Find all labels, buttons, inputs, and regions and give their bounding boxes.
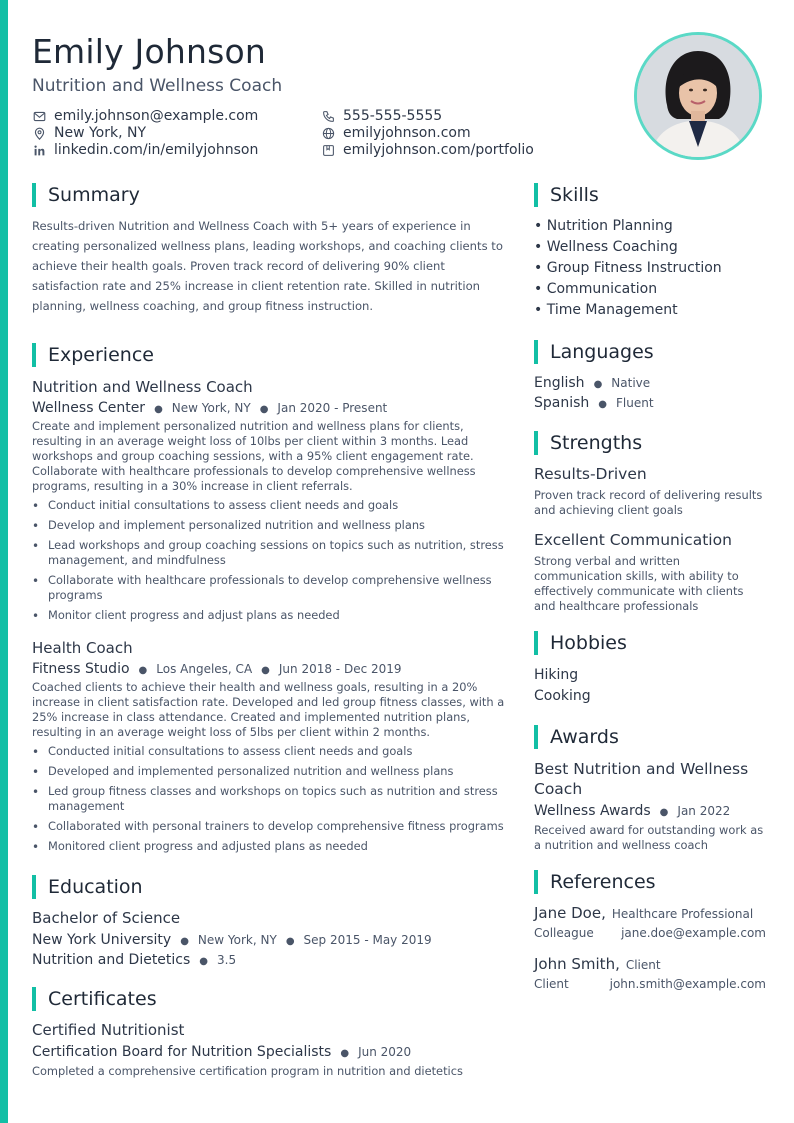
contact-email-text: emily.johnson@example.com	[54, 108, 259, 124]
skill-name: Wellness Coaching	[546, 239, 678, 255]
experience-heading-text: Experience	[48, 344, 154, 366]
job-bullets	[32, 498, 510, 623]
reference-contact-row	[534, 926, 766, 940]
education-field: Nutrition and Dietetics	[32, 952, 191, 968]
language-name: Spanish	[534, 395, 590, 411]
contact-location	[32, 125, 146, 141]
job-title: Health Coach	[32, 639, 133, 657]
list-item: • Conduct initial consultations to assess client needs and goals	[32, 498, 510, 513]
education-meta	[32, 932, 510, 948]
reference-role: Client	[625, 958, 661, 972]
section-accent	[534, 631, 538, 655]
section-accent	[32, 343, 36, 367]
job-dates: Jun 2018 - Dec 2019	[278, 662, 402, 676]
skill-name: Time Management	[546, 302, 678, 318]
section-accent	[534, 870, 538, 894]
reference-name: John Smith,	[534, 955, 620, 973]
mail-icon	[32, 109, 46, 123]
certificates-heading-text: Certificates	[48, 988, 157, 1010]
contact-phone-text: 555-555-5555	[343, 108, 443, 124]
summary-heading-text: Summary	[48, 184, 140, 206]
list-item: • Group Fitness Instruction	[534, 260, 722, 276]
section-accent	[32, 875, 36, 899]
job-location: Los Angeles, CA	[156, 662, 253, 676]
job-entry	[32, 639, 510, 854]
separator-dot: ●	[180, 936, 189, 947]
separator-dot: ●	[593, 379, 603, 390]
separator-dot: ●	[285, 936, 295, 947]
skill-name: Communication	[546, 281, 658, 297]
job-company: Fitness Studio	[32, 661, 130, 677]
reference-contact-row	[534, 977, 766, 991]
main-column	[32, 182, 510, 1079]
language-row	[534, 395, 766, 411]
list-item: • Developed and implemented personalized nutrition and wellness plans	[32, 764, 510, 779]
education-school: New York University	[32, 932, 172, 948]
strength-title: Excellent Communication	[534, 531, 732, 549]
separator-dot: ●	[598, 399, 608, 410]
contact-location-text: New York, NY	[54, 125, 147, 141]
award-meta	[534, 803, 766, 819]
contact-website[interactable]	[321, 125, 471, 141]
certificate-date: Jun 2020	[358, 1045, 412, 1059]
job-title: Nutrition and Wellness Coach	[32, 378, 253, 396]
certificate-issuer: Certification Board for Nutrition Specialists	[32, 1044, 332, 1060]
section-accent	[32, 987, 36, 1011]
skills-list	[534, 216, 766, 321]
candidate-title: Nutrition and Wellness Coach	[32, 76, 283, 96]
list-item: • Develop and implement personalized nutrition and wellness plans	[32, 518, 510, 533]
separator-dot: ●	[261, 665, 270, 676]
job-dates: Jan 2020 - Present	[277, 401, 388, 415]
reference-email[interactable]: john.smith@example.com	[609, 977, 766, 991]
references-heading-text: References	[550, 871, 656, 893]
list-item: • Collaborate with healthcare professionals to develop comprehensive wellness programs	[32, 573, 510, 603]
section-accent	[534, 340, 538, 364]
section-accent	[534, 431, 538, 455]
education-heading	[32, 874, 510, 900]
job-meta	[32, 400, 510, 416]
candidate-name: Emily Johnson	[32, 32, 267, 71]
certificate-description: Completed a comprehensive certification program in nutrition and dietetics	[32, 1064, 463, 1078]
strength-text: Proven track record of delivering results and achieving client goals	[534, 488, 763, 517]
list-item: • Monitor client progress and adjust plans as needed	[32, 608, 510, 623]
profile-photo	[634, 32, 762, 160]
section-accent	[534, 183, 538, 207]
reference-name-row	[534, 955, 766, 973]
separator-dot: ●	[340, 1048, 350, 1059]
skill-name: Group Fitness Instruction	[546, 260, 722, 276]
list-item: • Conducted initial consultations to assess client needs and goals	[32, 744, 510, 759]
strength-title: Results-Driven	[534, 465, 647, 483]
list-item: • Collaborated with personal trainers to develop comprehensive fitness programs	[32, 819, 510, 834]
list-item: • Nutrition Planning	[534, 218, 673, 234]
portfolio-icon	[321, 143, 335, 157]
hobby-item: Hiking	[534, 667, 579, 683]
language-level: Native	[611, 376, 651, 390]
strengths-heading	[534, 430, 766, 456]
language-name: English	[534, 375, 585, 391]
certificates-heading	[32, 986, 510, 1012]
contact-phone[interactable]	[321, 108, 442, 124]
experience-heading	[32, 342, 510, 368]
reference-entry	[534, 904, 766, 940]
hobbies-heading	[534, 630, 766, 656]
reference-entry	[534, 955, 766, 991]
job-location: New York, NY	[171, 401, 251, 415]
location-icon	[32, 126, 46, 140]
section-accent	[534, 725, 538, 749]
reference-email[interactable]: jane.doe@example.com	[621, 926, 766, 940]
globe-icon	[321, 126, 335, 140]
summary-text: Results-driven Nutrition and Wellness Coach with 5+ years of experience in creating personalized wellness plans, leading workshops, and coaching clients to achieve their health goals. Proven track record of delivering 90% client satisfaction rate and 25% increase in client retention rate. Skilled in nutrition planning, wellness coaching, and group fitness instruction.	[32, 219, 503, 313]
list-item: • Communication	[534, 281, 658, 297]
education-field-row	[32, 952, 510, 968]
skills-heading	[534, 182, 766, 208]
strength-text: Strong verbal and written communication skills, with ability to effectively communicate with clients and healthcare professionals	[534, 554, 744, 613]
certificate-meta	[32, 1044, 510, 1060]
contact-portfolio-text: emilyjohnson.com/portfolio	[343, 142, 534, 158]
list-item: • Monitored client progress and adjusted plans as needed	[32, 839, 510, 854]
language-level: Fluent	[616, 396, 654, 410]
certificate-name: Certified Nutritionist	[32, 1021, 185, 1039]
award-title: Best Nutrition and Wellness Coach	[534, 760, 749, 798]
reference-name: Jane Doe,	[534, 904, 606, 922]
education-heading-text: Education	[48, 876, 143, 898]
phone-icon	[321, 109, 335, 123]
summary-heading	[32, 182, 510, 208]
accent-bar	[0, 0, 8, 1123]
award-issuer: Wellness Awards	[534, 803, 651, 819]
education-gpa: 3.5	[217, 953, 237, 967]
list-item: • Lead workshops and group coaching sessions on topics such as nutrition, stress management, and mindfulness	[32, 538, 510, 568]
languages-heading	[534, 339, 766, 365]
contact-email[interactable]	[32, 108, 258, 124]
list-item: • Wellness Coaching	[534, 239, 678, 255]
awards-heading-text: Awards	[550, 726, 619, 748]
list-item: • Led group fitness classes and workshops on topics such as nutrition and stress management	[32, 784, 510, 814]
hobbies-heading-text: Hobbies	[550, 632, 627, 654]
list-item: • Time Management	[534, 302, 678, 318]
skill-name: Nutrition Planning	[546, 218, 673, 234]
reference-name-row	[534, 904, 766, 922]
job-bullets	[32, 744, 510, 854]
job-company: Wellness Center	[32, 400, 146, 416]
job-description: Coached clients to achieve their health and wellness goals, resulting in a 20% increase in client satisfaction rate. Developed and led group fitness classes, with a 25% increase in class attendance. Created and implemented nutrition plans, resulting in an average weight loss of 5lbs per client within 2 months.	[32, 680, 505, 739]
job-description: Create and implement personalized nutrition and wellness plans for clients, resulting in an average weight loss of 10lbs per client within 3 months. Lead workshops and group coaching sessions, with a 95% client engagement rate. Collaborate with healthcare professionals to develop comprehensive wellness programs, resulting in a 30% increase in client referrals.	[32, 419, 476, 493]
contact-website-text: emilyjohnson.com	[343, 125, 471, 141]
education-dates: Sep 2015 - May 2019	[303, 933, 432, 947]
separator-dot: ●	[154, 404, 163, 415]
references-heading	[534, 869, 766, 895]
separator-dot: ●	[199, 956, 209, 967]
awards-heading	[534, 724, 766, 750]
reference-relation: Client	[534, 977, 569, 991]
reference-role: Healthcare Professional	[611, 907, 754, 921]
education-location: New York, NY	[197, 933, 277, 947]
side-column	[534, 182, 766, 991]
reference-relation: Colleague	[534, 926, 594, 940]
section-accent	[32, 183, 36, 207]
job-entry	[32, 378, 510, 623]
separator-dot: ●	[138, 665, 148, 676]
linkedin-icon	[32, 143, 46, 157]
hobby-item: Cooking	[534, 688, 591, 704]
language-row	[534, 375, 766, 391]
award-date: Jan 2022	[677, 804, 731, 818]
award-description: Received award for outstanding work as a nutrition and wellness coach	[534, 823, 764, 852]
contact-portfolio[interactable]	[321, 142, 534, 158]
strengths-heading-text: Strengths	[550, 432, 643, 454]
languages-heading-text: Languages	[550, 341, 654, 363]
education-degree: Bachelor of Science	[32, 909, 181, 927]
separator-dot: ●	[659, 807, 669, 818]
job-meta	[32, 661, 510, 677]
separator-dot: ●	[259, 404, 269, 415]
contact-linkedin[interactable]	[32, 142, 258, 158]
skills-heading-text: Skills	[550, 184, 599, 206]
contact-linkedin-text: linkedin.com/in/emilyjohnson	[54, 142, 259, 158]
